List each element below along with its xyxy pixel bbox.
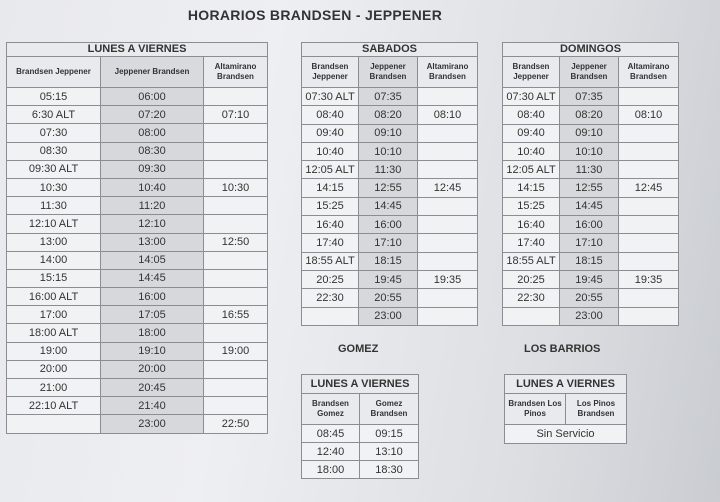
time-cell: 16:00 — [560, 216, 619, 234]
table-row — [7, 233, 268, 251]
time-cell: 16:40 — [302, 216, 359, 234]
time-cell: 15:15 — [7, 269, 101, 287]
table-row — [503, 106, 679, 124]
gomez-rows — [302, 425, 419, 479]
time-cell — [204, 324, 268, 342]
time-cell: 12:05 ALT — [503, 161, 560, 179]
table-row — [7, 160, 268, 178]
time-cell: 21:00 — [7, 379, 101, 397]
time-cell — [302, 307, 359, 325]
time-cell: 19:35 — [619, 270, 679, 288]
time-cell: 13:00 — [101, 233, 204, 251]
time-cell: 20:55 — [359, 289, 418, 307]
time-cell: 09:40 — [302, 124, 359, 142]
time-cell: 11:30 — [560, 161, 619, 179]
time-cell: 07:10 — [204, 106, 268, 124]
time-cell: 12:10 ALT — [7, 215, 101, 233]
column-header: Altamirano Brandsen — [204, 57, 268, 88]
time-cell: 19:00 — [7, 342, 101, 360]
gomez-heading: GOMEZ — [338, 343, 379, 355]
table-caption: LUNES A VIERNES — [7, 43, 268, 57]
time-cell: 18:00 ALT — [7, 324, 101, 342]
column-header: Los Pinos Brandsen — [566, 394, 627, 425]
time-cell: 07:35 — [560, 88, 619, 106]
table-row — [7, 88, 268, 106]
time-cell: 23:00 — [359, 307, 418, 325]
time-cell: 14:15 — [302, 179, 359, 197]
table-row — [7, 288, 268, 306]
table-row — [302, 234, 478, 252]
time-cell — [619, 289, 679, 307]
time-cell: 14:45 — [101, 269, 204, 287]
time-cell — [418, 124, 478, 142]
time-cell: 09:15 — [360, 425, 419, 443]
time-cell: 13:00 — [7, 233, 101, 251]
table-row — [503, 270, 679, 288]
time-cell — [7, 415, 101, 433]
table-row — [7, 124, 268, 142]
time-cell — [204, 124, 268, 142]
weekday-rows — [7, 88, 268, 434]
time-cell — [204, 397, 268, 415]
time-cell: 16:00 — [101, 288, 204, 306]
time-cell: 12:55 — [560, 179, 619, 197]
time-cell: 20:00 — [7, 360, 101, 378]
time-cell: 08:20 — [359, 106, 418, 124]
table-row — [503, 124, 679, 142]
table-row — [7, 397, 268, 415]
time-cell: 22:30 — [503, 289, 560, 307]
time-cell: 21:40 — [101, 397, 204, 415]
time-cell: 19:45 — [359, 270, 418, 288]
table-row — [302, 142, 478, 160]
time-cell — [204, 288, 268, 306]
time-cell: 14:00 — [7, 251, 101, 269]
time-cell: 18:15 — [359, 252, 418, 270]
barrios-heading: LOS BARRIOS — [524, 343, 601, 355]
time-cell — [619, 124, 679, 142]
column-header: Jeppener Brandsen — [560, 57, 619, 88]
barrios-schedule-table — [504, 374, 627, 444]
table-row — [7, 415, 268, 433]
time-cell: 16:00 — [359, 216, 418, 234]
time-cell: 18:15 — [560, 252, 619, 270]
time-cell: 18:00 — [101, 324, 204, 342]
time-cell: 08:30 — [7, 142, 101, 160]
sunday-rows — [503, 88, 679, 326]
time-cell — [619, 252, 679, 270]
table-row — [7, 178, 268, 196]
time-cell — [418, 197, 478, 215]
time-cell — [204, 88, 268, 106]
column-header: Altamirano Brandsen — [619, 57, 679, 88]
time-cell: 07:30 — [7, 124, 101, 142]
time-cell: 22:30 — [302, 289, 359, 307]
time-cell: 08:10 — [619, 106, 679, 124]
column-header: Brandsen Jeppener — [7, 57, 101, 88]
time-cell — [204, 251, 268, 269]
time-cell: 08:20 — [560, 106, 619, 124]
table-row — [7, 251, 268, 269]
table-row — [302, 197, 478, 215]
time-cell: 13:10 — [360, 443, 419, 461]
column-header: Brandsen Jeppener — [503, 57, 560, 88]
time-cell: 18:55 ALT — [503, 252, 560, 270]
time-cell: 12:40 — [302, 443, 360, 461]
weekday-schedule-table — [6, 42, 268, 434]
table-row — [503, 88, 679, 106]
time-cell — [204, 269, 268, 287]
column-header: Brandsen Jeppener — [302, 57, 359, 88]
table-row — [503, 179, 679, 197]
time-cell — [204, 379, 268, 397]
time-cell: 17:05 — [101, 306, 204, 324]
table-row — [7, 342, 268, 360]
time-cell: 17:40 — [302, 234, 359, 252]
time-cell: 14:45 — [359, 197, 418, 215]
table-caption: SABADOS — [302, 43, 478, 57]
time-cell: 12:45 — [418, 179, 478, 197]
time-cell: 08:40 — [302, 106, 359, 124]
time-cell: 08:40 — [503, 106, 560, 124]
time-cell — [619, 234, 679, 252]
gomez-schedule-table — [301, 374, 419, 479]
time-cell: 05:15 — [7, 88, 101, 106]
time-cell — [204, 360, 268, 378]
time-cell — [204, 142, 268, 160]
time-cell: 23:00 — [101, 415, 204, 433]
time-cell: 17:10 — [359, 234, 418, 252]
time-cell: 15:25 — [503, 197, 560, 215]
column-header: Jeppener Brandsen — [359, 57, 418, 88]
time-cell: 20:55 — [560, 289, 619, 307]
time-cell: 07:20 — [101, 106, 204, 124]
table-row — [503, 289, 679, 307]
time-cell: 16:40 — [503, 216, 560, 234]
time-cell — [418, 142, 478, 160]
table-row — [7, 142, 268, 160]
table-row — [7, 360, 268, 378]
time-cell: 19:10 — [101, 342, 204, 360]
time-cell: 12:50 — [204, 233, 268, 251]
time-cell: 18:30 — [360, 461, 419, 479]
table-row — [302, 106, 478, 124]
time-cell: 17:00 — [7, 306, 101, 324]
time-cell: 19:35 — [418, 270, 478, 288]
time-cell — [418, 234, 478, 252]
time-cell: 6:30 ALT — [7, 106, 101, 124]
table-row — [503, 161, 679, 179]
time-cell: 10:10 — [359, 142, 418, 160]
time-cell — [619, 197, 679, 215]
time-cell: 16:00 ALT — [7, 288, 101, 306]
time-cell — [619, 88, 679, 106]
table-row — [7, 197, 268, 215]
time-cell — [619, 307, 679, 325]
table-row — [7, 215, 268, 233]
table-row — [503, 197, 679, 215]
time-cell: 10:40 — [101, 178, 204, 196]
time-cell — [418, 216, 478, 234]
time-cell: 20:45 — [101, 379, 204, 397]
time-cell — [204, 160, 268, 178]
time-cell: 15:25 — [302, 197, 359, 215]
time-cell: 08:30 — [101, 142, 204, 160]
time-cell: 08:45 — [302, 425, 360, 443]
table-row — [302, 216, 478, 234]
table-row — [7, 379, 268, 397]
time-cell: 10:30 — [7, 178, 101, 196]
column-header: Gomez Brandsen — [360, 394, 419, 425]
saturday-rows — [302, 88, 478, 326]
table-row — [7, 269, 268, 287]
time-cell: 22:10 ALT — [7, 397, 101, 415]
table-row — [302, 161, 478, 179]
time-cell: 17:10 — [560, 234, 619, 252]
table-row — [302, 124, 478, 142]
time-cell: 18:00 — [302, 461, 360, 479]
column-header: Jeppener Brandsen — [101, 57, 204, 88]
time-cell: 10:40 — [302, 142, 359, 160]
table-row — [302, 289, 478, 307]
table-row — [302, 307, 478, 325]
column-header: Altamirano Brandsen — [418, 57, 478, 88]
time-cell: 09:10 — [359, 124, 418, 142]
time-cell: 09:40 — [503, 124, 560, 142]
time-cell: 14:05 — [101, 251, 204, 269]
table-row — [503, 234, 679, 252]
column-header: Brandsen Gomez — [302, 394, 360, 425]
page-title: HORARIOS BRANDSEN - JEPPENER — [187, 7, 443, 23]
time-cell: 10:40 — [503, 142, 560, 160]
time-cell — [418, 307, 478, 325]
table-row — [7, 324, 268, 342]
time-cell — [418, 88, 478, 106]
table-row — [503, 307, 679, 325]
status-cell: Sin Servicio — [505, 425, 627, 444]
table-caption: LUNES A VIERNES — [505, 375, 627, 394]
table-row — [302, 252, 478, 270]
time-cell: 19:45 — [560, 270, 619, 288]
time-cell: 14:15 — [503, 179, 560, 197]
table-caption: DOMINGOS — [503, 43, 679, 57]
time-cell: 09:30 ALT — [7, 160, 101, 178]
table-row — [302, 270, 478, 288]
time-cell: 12:05 ALT — [302, 161, 359, 179]
time-cell: 19:00 — [204, 342, 268, 360]
time-cell: 17:40 — [503, 234, 560, 252]
sunday-schedule-table — [502, 42, 679, 326]
time-cell: 11:30 — [7, 197, 101, 215]
time-cell: 14:45 — [560, 197, 619, 215]
table-row — [302, 88, 478, 106]
time-cell: 09:30 — [101, 160, 204, 178]
time-cell: 16:55 — [204, 306, 268, 324]
time-cell: 12:45 — [619, 179, 679, 197]
table-caption: LUNES A VIERNES — [302, 375, 419, 394]
time-cell: 20:25 — [503, 270, 560, 288]
time-cell — [619, 161, 679, 179]
time-cell: 06:00 — [101, 88, 204, 106]
time-cell — [418, 161, 478, 179]
time-cell: 07:30 ALT — [503, 88, 560, 106]
time-cell: 07:35 — [359, 88, 418, 106]
saturday-schedule-table — [301, 42, 478, 326]
time-cell: 18:55 ALT — [302, 252, 359, 270]
time-cell — [418, 289, 478, 307]
table-row — [503, 252, 679, 270]
table-row — [7, 306, 268, 324]
time-cell: 08:10 — [418, 106, 478, 124]
time-cell: 12:10 — [101, 215, 204, 233]
time-cell: 08:00 — [101, 124, 204, 142]
time-cell: 20:00 — [101, 360, 204, 378]
table-row — [503, 216, 679, 234]
time-cell: 20:25 — [302, 270, 359, 288]
time-cell: 07:30 ALT — [302, 88, 359, 106]
table-row — [7, 106, 268, 124]
time-cell — [418, 252, 478, 270]
time-cell — [204, 197, 268, 215]
time-cell — [204, 215, 268, 233]
time-cell: 12:55 — [359, 179, 418, 197]
table-row — [302, 461, 419, 479]
time-cell: 10:10 — [560, 142, 619, 160]
time-cell: 11:30 — [359, 161, 418, 179]
time-cell: 23:00 — [560, 307, 619, 325]
column-header: Brandsen Los Pinos — [505, 394, 566, 425]
time-cell: 10:30 — [204, 178, 268, 196]
table-row — [503, 142, 679, 160]
time-cell — [503, 307, 560, 325]
table-row — [302, 443, 419, 461]
table-row — [302, 179, 478, 197]
time-cell: 11:20 — [101, 197, 204, 215]
time-cell: 22:50 — [204, 415, 268, 433]
table-row — [302, 425, 419, 443]
time-cell — [619, 216, 679, 234]
time-cell: 09:10 — [560, 124, 619, 142]
time-cell — [619, 142, 679, 160]
